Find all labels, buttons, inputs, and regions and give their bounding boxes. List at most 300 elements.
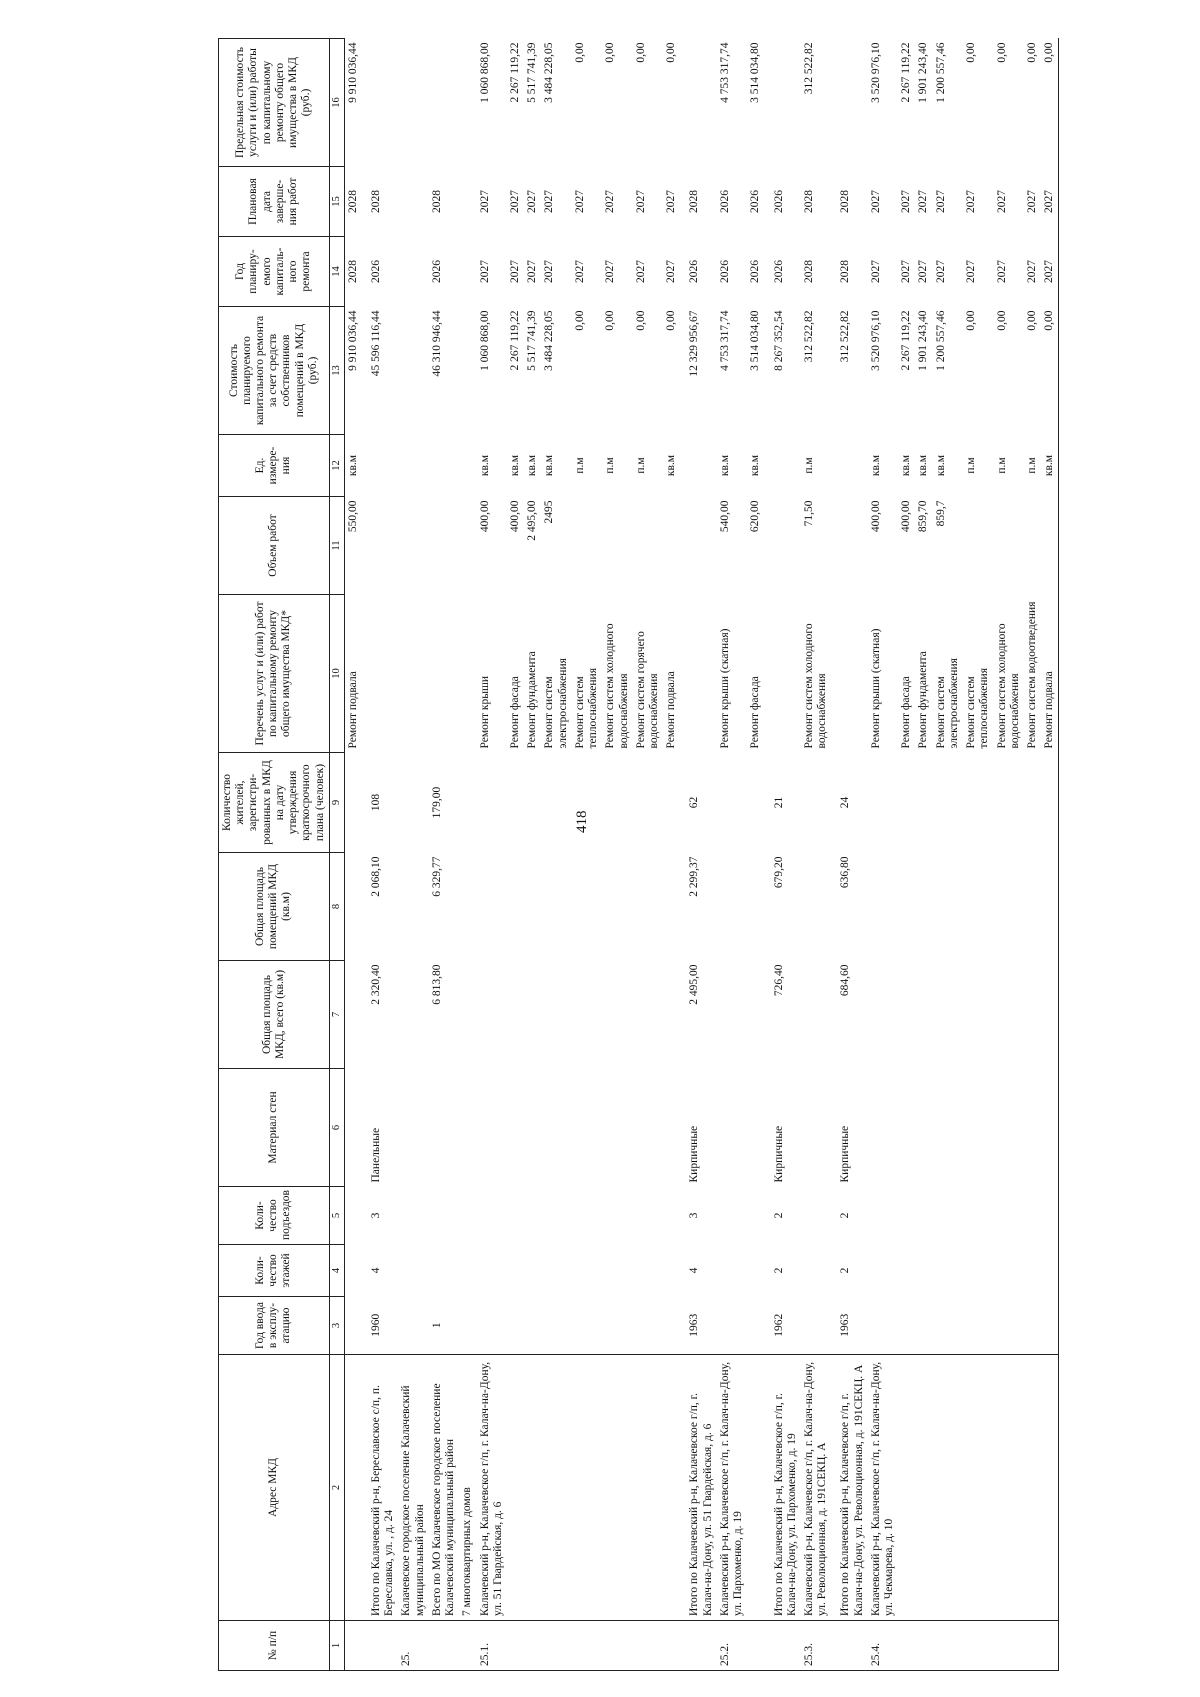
address-cell	[602, 1355, 632, 1621]
work-type-cell: Ремонт крыши	[478, 675, 491, 749]
completion-year-cell: 2027	[965, 190, 978, 213]
work-type-cell: Ремонт подвала	[1041, 595, 1059, 753]
row-number: 25.	[398, 1621, 428, 1671]
wall-material-cell	[963, 1069, 993, 1187]
volume-cell: 620,00	[749, 500, 762, 533]
column-number: 6	[329, 1069, 344, 1187]
row-number	[994, 1621, 1024, 1671]
cost-cell: 312 522,82	[802, 310, 815, 363]
plan-year-cell: 2027	[478, 260, 491, 283]
entrances-cell	[717, 1187, 747, 1245]
volume-cell	[831, 497, 867, 595]
total-area-cell	[344, 961, 362, 1069]
unit-cell	[459, 435, 476, 497]
unit-cell: кв.м	[509, 454, 521, 477]
completion-year-cell: 2028	[430, 190, 443, 213]
entrances-cell: 3	[370, 1212, 383, 1219]
wall-material-cell	[801, 1069, 831, 1187]
floors-cell	[507, 1245, 524, 1297]
premises-area-cell: 2 068,10	[370, 856, 383, 897]
row-number: 25.3.	[801, 1621, 831, 1671]
wall-material-cell	[429, 1069, 459, 1187]
row-number	[915, 1621, 932, 1671]
work-type-cell: Ремонт систем электроснабжения	[934, 658, 960, 749]
limit-cost-cell: 0,00	[995, 42, 1008, 63]
cost-cell: 1 901 243,40	[917, 310, 930, 371]
residents-cell: 21	[772, 796, 785, 809]
row-number	[633, 1621, 663, 1671]
completion-year-cell: 2028	[839, 190, 852, 213]
floors-cell	[747, 1245, 764, 1297]
column-header: Плановая дата заверше-ния работ	[219, 167, 330, 237]
year-cell: 1962	[772, 1313, 785, 1337]
premises-area-cell	[507, 853, 524, 961]
row-number	[1024, 1621, 1041, 1671]
residents-cell	[801, 753, 831, 853]
address-cell: Итого по Калачевский р-н, Калачевское г/п, г. Калач-на-Дону, ул. Революционная, д. 191СЕКЦ. А	[831, 1355, 867, 1621]
wall-material-cell	[915, 1069, 932, 1187]
unit-cell: кв.м	[749, 454, 762, 477]
year-cell	[898, 1297, 915, 1355]
premises-area-cell	[747, 853, 764, 961]
table-row	[1024, 39, 1041, 1671]
work-type-cell	[429, 595, 459, 753]
address-cell: 7 многоквартирных домов	[459, 1355, 476, 1621]
entrances-cell	[933, 1187, 963, 1245]
completion-year-cell: 2026	[749, 190, 762, 213]
entrances-cell	[801, 1187, 831, 1245]
cost-cell: 312 522,82	[839, 310, 852, 363]
wall-material-cell	[633, 1069, 663, 1187]
entrances-cell	[868, 1187, 898, 1245]
total-area-cell	[747, 961, 764, 1069]
row-number	[344, 1621, 362, 1671]
volume-cell	[994, 497, 1024, 595]
residents-cell	[541, 753, 571, 853]
wall-material-cell	[663, 1069, 680, 1187]
work-type-cell	[765, 595, 801, 753]
total-area-cell	[633, 961, 663, 1069]
completion-year-cell: 2028	[802, 190, 815, 213]
entrances-cell	[344, 1187, 362, 1245]
unit-cell	[680, 435, 716, 497]
cost-cell: 8 267 352,54	[772, 310, 785, 371]
total-area-cell	[717, 961, 747, 1069]
wall-material-cell: Панельные	[370, 1127, 383, 1183]
address-cell: Итого по Калачевский р-н, Калачевское г/п, г. Калач-на-Дону, ул. 51 Гвардейская, д. 6	[680, 1355, 716, 1621]
premises-area-cell	[1041, 853, 1059, 961]
residents-cell	[933, 753, 963, 853]
total-area-cell: 2 320,40	[370, 964, 383, 1005]
work-type-cell: Ремонт фундамента	[526, 651, 539, 749]
limit-cost-cell: 5 517 741,39	[526, 42, 539, 103]
address-cell	[663, 1355, 680, 1621]
premises-area-cell	[915, 853, 932, 961]
limit-cost-cell: 3 514 034,80	[749, 42, 762, 103]
completion-year-cell: 2027	[526, 190, 539, 213]
premises-area-cell: 679,20	[772, 856, 785, 889]
floors-cell	[429, 1245, 459, 1297]
unit-cell	[362, 435, 398, 497]
row-number: 25.4.	[868, 1621, 898, 1671]
plan-year-cell: 2027	[917, 260, 930, 283]
residents-cell	[868, 753, 898, 853]
completion-year-cell: 2027	[604, 190, 617, 213]
address-cell	[524, 1355, 541, 1621]
volume-cell	[362, 497, 398, 595]
unit-cell	[831, 435, 867, 497]
total-area-cell	[963, 961, 993, 1069]
plan-year-cell	[459, 237, 476, 307]
premises-area-cell: 6 329,77	[430, 856, 443, 897]
year-cell	[398, 1297, 428, 1355]
residents-cell: 62	[688, 796, 701, 809]
address-cell	[898, 1355, 915, 1621]
work-type-cell: Ремонт систем горячего водоснабжения	[634, 631, 660, 749]
work-type-cell	[831, 595, 867, 753]
column-header: Общая площадь помещений МКД (кв.м)	[219, 853, 330, 961]
premises-area-cell	[524, 853, 541, 961]
column-header: Коли-чество подъездов	[219, 1187, 330, 1245]
volume-cell	[1041, 497, 1059, 595]
unit-cell: п.м	[802, 457, 815, 474]
premises-area-cell	[933, 853, 963, 961]
row-number	[541, 1621, 571, 1671]
column-header: Год ввода в эксплу-атацию	[219, 1297, 330, 1355]
total-area-cell	[541, 961, 571, 1069]
floors-cell	[933, 1245, 963, 1297]
residents-cell	[507, 753, 524, 853]
year-cell	[1024, 1297, 1041, 1355]
column-number: 13	[329, 307, 344, 435]
limit-cost-cell	[398, 39, 428, 167]
table-row	[524, 39, 541, 1671]
plan-year-cell: 2027	[995, 260, 1008, 283]
work-type-cell: Ремонт крыши (скатная)	[869, 628, 882, 749]
plan-year-cell: 2027	[573, 260, 586, 283]
header-row	[219, 39, 330, 1671]
cost-cell: 0,00	[1026, 310, 1038, 331]
work-type-cell	[680, 595, 716, 753]
address-cell	[344, 1355, 362, 1621]
cost-cell: 1 060 868,00	[478, 310, 491, 371]
entrances-cell	[459, 1187, 476, 1245]
volume-cell	[1024, 497, 1041, 595]
row-number	[524, 1621, 541, 1671]
wall-material-cell	[933, 1069, 963, 1187]
cost-cell: 0,00	[604, 310, 617, 331]
column-header: Стоимость планируемого капитального ремонта за счет средств собственников помещений в МКД (руб.)	[219, 307, 330, 435]
address-cell	[633, 1355, 663, 1621]
entrances-cell	[507, 1187, 524, 1245]
column-number: 4	[329, 1245, 344, 1297]
residents-cell	[963, 753, 993, 853]
completion-year-cell: 2026	[772, 190, 785, 213]
column-header: Количество жителей, зарегистри-рованных в МКД на дату утверждения краткосрочного плана (человек)	[219, 753, 330, 853]
residents-cell	[524, 753, 541, 853]
wall-material-cell: Кирпичные	[688, 1125, 701, 1183]
limit-cost-cell	[459, 39, 476, 167]
row-number	[831, 1621, 867, 1671]
year-cell	[963, 1297, 993, 1355]
cost-cell: 0,00	[1041, 307, 1059, 435]
limit-cost-cell	[680, 39, 716, 167]
plan-year-cell: 2027	[604, 260, 617, 283]
premises-area-cell	[801, 853, 831, 961]
completion-year-cell: 2027	[995, 190, 1008, 213]
wall-material-cell	[898, 1069, 915, 1187]
entrances-cell	[572, 1187, 602, 1245]
volume-cell	[963, 497, 993, 595]
unit-cell: кв.м	[718, 454, 731, 477]
cost-cell: 1 200 557,46	[934, 310, 947, 371]
table-row	[898, 39, 915, 1671]
column-header: № п/п	[219, 1621, 330, 1671]
address-cell: Калачевский р-н, Калачевское г/п, г. Калач-на-Дону, ул. Чекмарева, д. 10	[868, 1355, 898, 1621]
cost-cell: 0,00	[965, 310, 978, 331]
plan-year-cell: 2026	[430, 260, 443, 283]
unit-cell: кв.м	[934, 454, 947, 477]
limit-cost-cell: 1 901 243,40	[917, 42, 930, 103]
volume-cell	[663, 497, 680, 595]
wall-material-cell	[541, 1069, 571, 1187]
limit-cost-cell: 9 910 036,44	[346, 42, 359, 103]
floors-cell	[898, 1245, 915, 1297]
address-cell: Итого по Калачевский р-н, Калачевское г/п, г. Калач-на-Дону, ул. Пархоменко, д. 19	[765, 1355, 801, 1621]
cost-cell: 12 329 956,67	[688, 310, 701, 377]
unit-cell: кв.м	[917, 454, 930, 477]
wall-material-cell	[572, 1069, 602, 1187]
premises-area-cell	[602, 853, 632, 961]
premises-area-cell	[398, 853, 428, 961]
table-row	[398, 39, 428, 1671]
table-row	[994, 39, 1024, 1671]
entrances-cell	[398, 1187, 428, 1245]
year-cell	[633, 1297, 663, 1355]
limit-cost-cell: 0,00	[634, 42, 647, 63]
residents-cell: 108	[370, 793, 383, 812]
row-number	[663, 1621, 680, 1671]
premises-area-cell	[898, 853, 915, 961]
rotated-page-content	[218, 39, 1200, 1671]
cost-cell	[459, 307, 476, 435]
completion-year-cell: 2027	[900, 190, 913, 213]
limit-cost-cell: 1 060 868,00	[478, 42, 491, 103]
volume-cell: 71,50	[802, 500, 815, 527]
wall-material-cell	[717, 1069, 747, 1187]
residents-cell	[663, 753, 680, 853]
work-type-cell: Ремонт подвала	[665, 671, 678, 749]
cost-cell: 3 484 228,05	[543, 310, 556, 371]
limit-cost-cell	[831, 39, 867, 167]
work-type-cell	[362, 595, 398, 753]
row-number	[765, 1621, 801, 1671]
limit-cost-cell	[765, 39, 801, 167]
work-type-cell: Ремонт систем электроснабжения	[543, 658, 569, 749]
unit-cell: кв.м	[526, 454, 539, 477]
floors-cell	[963, 1245, 993, 1297]
work-type-cell: Ремонт систем холодного водоснабжения	[802, 623, 829, 749]
cost-cell: 5 517 741,39	[526, 310, 539, 371]
floors-cell: 2	[772, 1267, 785, 1274]
wall-material-cell	[1024, 1069, 1041, 1187]
completion-year-cell	[459, 167, 476, 237]
row-number	[572, 1621, 602, 1671]
total-area-cell	[994, 961, 1024, 1069]
row-number	[429, 1621, 459, 1671]
work-type-cell: Ремонт систем теплоснабжения	[965, 668, 991, 749]
repair-plan-table	[218, 38, 1059, 1671]
address-cell	[541, 1355, 571, 1621]
column-number: 15	[329, 167, 344, 237]
completion-year-cell: 2028	[688, 190, 701, 213]
address-cell	[994, 1355, 1024, 1621]
row-number	[963, 1621, 993, 1671]
total-area-cell	[663, 961, 680, 1069]
residents-cell	[398, 753, 428, 853]
plan-year-cell: 2027	[965, 260, 978, 283]
address-cell	[1024, 1355, 1041, 1621]
plan-year-cell: 2027	[1041, 237, 1059, 307]
cost-cell: 2 267 119,22	[509, 310, 521, 371]
unit-cell: кв.м	[665, 454, 678, 477]
column-header: Ед. измере-ния	[219, 435, 330, 497]
column-number: 14	[329, 237, 344, 307]
floors-cell	[477, 1245, 507, 1297]
year-cell	[717, 1297, 747, 1355]
plan-year-cell: 2027	[900, 260, 913, 283]
completion-year-cell: 2027	[934, 190, 947, 213]
year-cell	[524, 1297, 541, 1355]
work-type-cell: Ремонт крыши (скатная)	[718, 628, 731, 749]
floors-cell	[663, 1245, 680, 1297]
work-type-cell: Ремонт систем холодного водоснабжения	[604, 623, 630, 749]
address-cell: Всего по МО Калачевское городское поселение Калачевский муниципальный район	[429, 1355, 459, 1621]
total-area-cell	[801, 961, 831, 1069]
premises-area-cell	[1024, 853, 1041, 961]
row-number: 25.2.	[717, 1621, 747, 1671]
volume-cell: 2495	[543, 500, 556, 524]
table-row	[602, 39, 632, 1671]
floors-cell	[1041, 1245, 1059, 1297]
work-type-cell	[459, 595, 476, 753]
residents-cell: 179,00	[430, 786, 443, 819]
limit-cost-cell	[362, 39, 398, 167]
row-number	[459, 1621, 476, 1671]
table-row	[429, 39, 459, 1671]
floors-cell: 2	[839, 1267, 852, 1274]
floors-cell	[344, 1245, 362, 1297]
total-area-cell	[507, 961, 524, 1069]
residents-cell	[477, 753, 507, 853]
limit-cost-cell: 4 753 317,74	[718, 42, 731, 103]
residents-cell	[747, 753, 764, 853]
row-number: 25.1.	[477, 1621, 507, 1671]
residents-cell	[459, 753, 476, 853]
wall-material-cell	[747, 1069, 764, 1187]
unit-cell: п.м	[604, 457, 617, 474]
work-type-cell: Ремонт подвала	[346, 671, 359, 749]
completion-year-cell: 2027	[543, 190, 556, 213]
entrances-cell	[663, 1187, 680, 1245]
wall-material-cell	[524, 1069, 541, 1187]
address-cell	[915, 1355, 932, 1621]
column-header: Объем работ	[219, 497, 330, 595]
year-cell	[801, 1297, 831, 1355]
volume-cell: 2 495,00	[526, 500, 539, 541]
volume-cell	[765, 497, 801, 595]
work-type-cell: Ремонт фасада	[749, 676, 762, 749]
volume-cell: 400,00	[869, 500, 882, 533]
wall-material-cell	[994, 1069, 1024, 1187]
plan-year-cell: 2028	[839, 260, 852, 283]
table-row	[680, 39, 716, 1671]
limit-cost-cell: 3 520 976,10	[869, 42, 882, 103]
total-area-cell	[602, 961, 632, 1069]
plan-year-cell: 2027	[665, 260, 678, 283]
cost-cell: 2 267 119,22	[900, 310, 913, 371]
residents-cell	[1041, 753, 1059, 853]
table-row	[933, 39, 963, 1671]
total-area-cell	[898, 961, 915, 1069]
table-row	[717, 39, 747, 1671]
wall-material-cell: Кирпичные	[772, 1125, 785, 1183]
column-number: 7	[329, 961, 344, 1069]
column-header: Общая площадь МКД, всего (кв.м)	[219, 961, 330, 1069]
row-number	[1041, 1621, 1059, 1671]
total-area-cell	[398, 961, 428, 1069]
cost-cell: 3 514 034,80	[749, 310, 762, 371]
table-row	[507, 39, 524, 1671]
cost-cell: 46 310 946,44	[430, 310, 443, 377]
plan-year-cell: 2026	[749, 260, 762, 283]
floors-cell	[994, 1245, 1024, 1297]
total-area-cell	[915, 961, 932, 1069]
premises-area-cell	[868, 853, 898, 961]
total-area-cell	[477, 961, 507, 1069]
address-cell	[747, 1355, 764, 1621]
unit-cell	[765, 435, 801, 497]
work-type-cell: Ремонт фасада	[509, 676, 521, 749]
volume-cell: 859,70	[917, 500, 930, 533]
cost-cell: 9 910 036,44	[346, 310, 359, 371]
premises-area-cell	[344, 853, 362, 961]
residents-cell	[915, 753, 932, 853]
cost-cell: 3 520 976,10	[869, 310, 882, 371]
entrances-cell	[898, 1187, 915, 1245]
column-header: Коли-чество этажей	[219, 1245, 330, 1297]
row-number	[507, 1621, 524, 1671]
plan-year-cell	[398, 237, 428, 307]
entrances-cell	[963, 1187, 993, 1245]
total-area-cell	[868, 961, 898, 1069]
address-cell	[963, 1355, 993, 1621]
wall-material-cell	[398, 1069, 428, 1187]
premises-area-cell	[477, 853, 507, 961]
volume-cell	[429, 497, 459, 595]
limit-cost-cell: 3 484 228,05	[543, 42, 556, 103]
year-cell: 1963	[688, 1313, 701, 1337]
limit-cost-cell: 0,00	[1041, 39, 1059, 167]
floors-cell	[602, 1245, 632, 1297]
year-cell	[747, 1297, 764, 1355]
column-header: Год планиру-емого капиталь-ного ремонта	[219, 237, 330, 307]
plan-year-cell: 2027	[869, 260, 882, 283]
entrances-cell	[994, 1187, 1024, 1245]
total-area-cell: 726,40	[772, 964, 785, 997]
premises-area-cell	[717, 853, 747, 961]
completion-year-cell: 2027	[1026, 190, 1038, 213]
